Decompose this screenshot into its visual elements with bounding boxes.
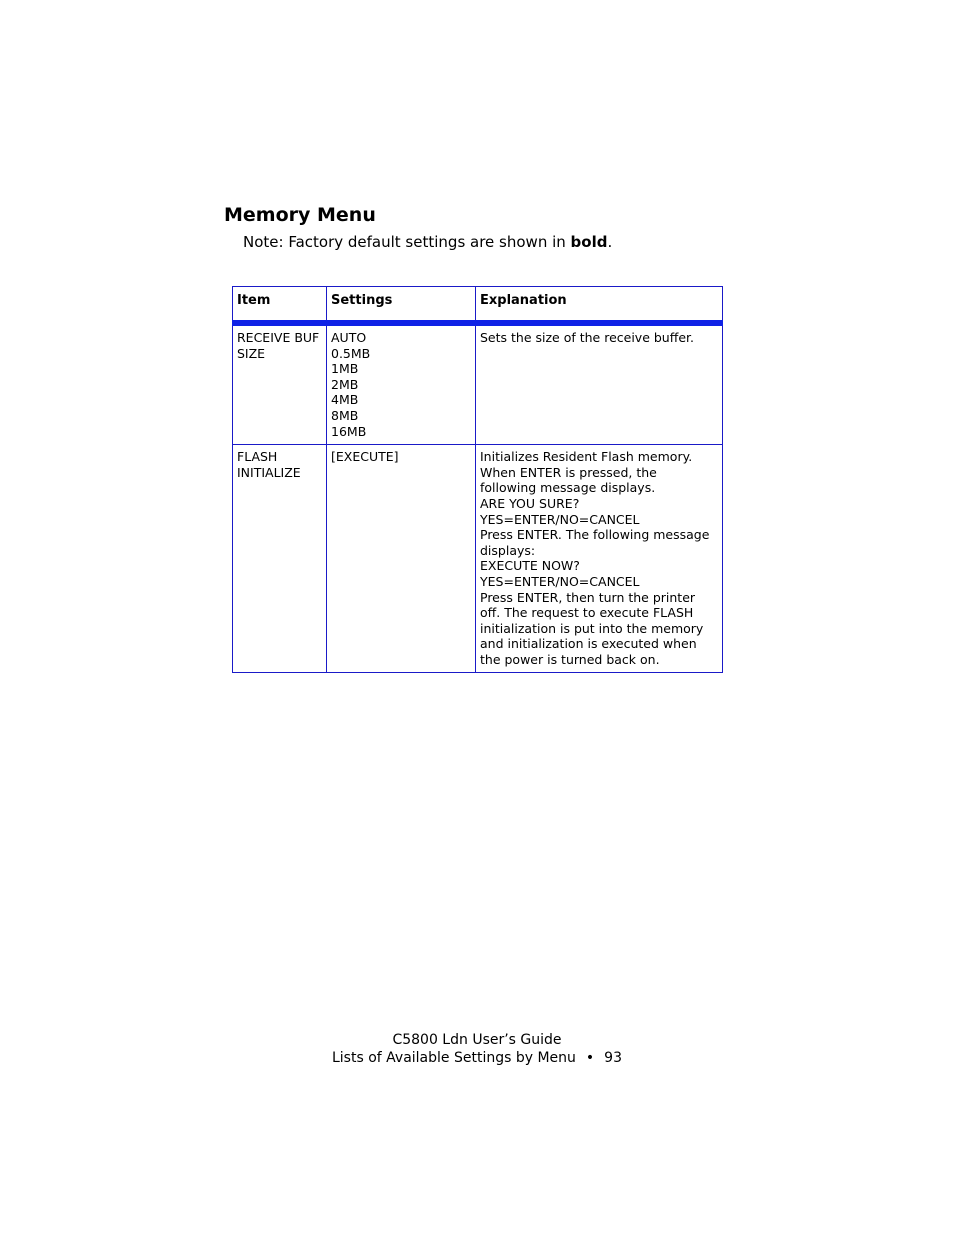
footer-guide-title: C5800 Ldn User’s Guide	[392, 1032, 562, 1048]
item-line: INITIALIZE	[237, 464, 301, 480]
footer-section-line	[0, 1050, 954, 1068]
explanation-line: and initialization is executed when	[480, 636, 697, 652]
explanation-line: Sets the size of the receive buffer.	[480, 330, 694, 345]
page-footer	[0, 1032, 954, 1067]
item-line: SIZE	[237, 345, 266, 361]
cell-explanation	[476, 323, 723, 445]
footer-bullet: •	[585, 1049, 595, 1066]
setting-option: 8MB	[331, 407, 359, 423]
table-header-row	[233, 287, 723, 324]
footer-section-title: Lists of Available Settings by Menu	[331, 1049, 576, 1066]
setting-option: 16MB	[331, 423, 367, 439]
note-bold-word: bold	[570, 233, 608, 251]
note-prefix: Note: Factory default settings are shown in	[243, 233, 571, 251]
cell-item	[233, 323, 327, 445]
note-suffix: .	[607, 233, 613, 251]
cell-item	[233, 445, 327, 673]
explanation-line: Press ENTER, then turn the printer	[480, 589, 696, 605]
table-row-flash-initialize	[233, 445, 723, 673]
cell-settings	[327, 323, 476, 445]
explanation-line: off. The request to execute FLASH	[480, 605, 694, 621]
note-text	[243, 232, 612, 252]
setting-option: 2MB	[331, 376, 359, 392]
setting-option: AUTO	[331, 330, 367, 345]
item-line: FLASH	[237, 449, 278, 465]
footer-page-number: 93	[604, 1049, 622, 1066]
item-line: RECEIVE BUF	[237, 330, 320, 345]
explanation-line: Initializes Resident Flash memory.	[480, 449, 693, 465]
explanation-line: following message displays.	[480, 480, 656, 496]
header-settings: Settings	[327, 287, 476, 324]
page-title: Memory Menu	[224, 204, 376, 226]
explanation-line: ARE YOU SURE?	[480, 495, 580, 511]
setting-option: [EXECUTE]	[331, 449, 399, 465]
explanation-line: displays:	[480, 542, 536, 558]
header-item: Item	[233, 287, 327, 324]
explanation-line: initialization is put into the memory	[480, 620, 704, 636]
setting-option: 0.5MB	[331, 345, 371, 361]
explanation-line: YES=ENTER/NO=CANCEL	[480, 573, 640, 589]
cell-explanation	[476, 445, 723, 673]
cell-settings	[327, 445, 476, 673]
explanation-line: YES=ENTER/NO=CANCEL	[480, 511, 640, 527]
setting-option: 1MB	[331, 361, 359, 377]
explanation-line: When ENTER is pressed, the	[480, 464, 657, 480]
header-explanation: Explanation	[476, 287, 723, 324]
setting-option: 4MB	[331, 392, 359, 408]
memory-menu-table	[232, 286, 723, 673]
explanation-line: Press ENTER. The following message	[480, 527, 710, 543]
table-row-receive-buf-size	[233, 323, 723, 445]
explanation-line: the power is turned back on.	[480, 651, 660, 667]
explanation-line: EXECUTE NOW?	[480, 558, 580, 574]
